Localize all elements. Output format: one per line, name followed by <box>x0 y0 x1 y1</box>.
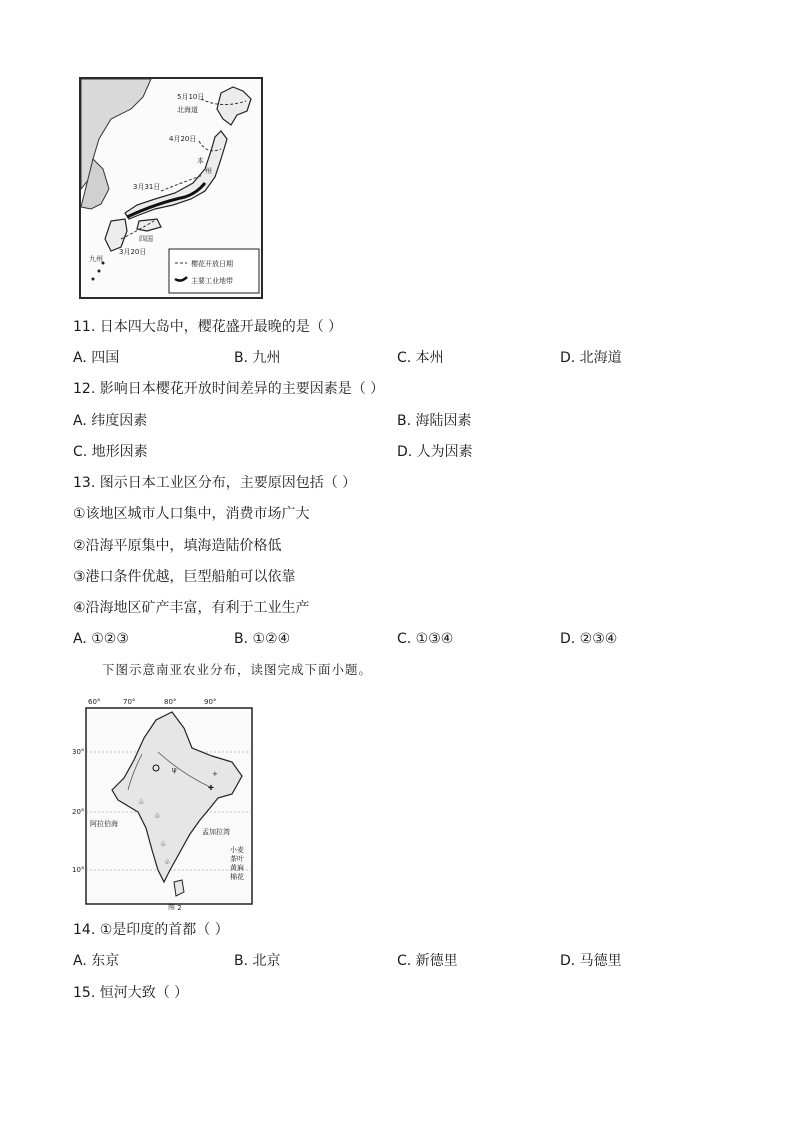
japan-legend-box <box>169 249 259 293</box>
label-kyushu: 九州 <box>89 255 103 263</box>
lon-80: 80° <box>164 698 177 706</box>
q15-stem: 15. 恒河大致（ ） <box>73 985 189 1001</box>
svg-text:♧: ♧ <box>154 812 161 820</box>
q14-option-b[interactable]: B. 北京 <box>234 953 281 969</box>
legend-item-1: 樱花开放日期 <box>191 260 233 268</box>
q11-option-b[interactable]: B. 九州 <box>234 350 281 366</box>
japan-map <box>79 77 263 299</box>
q12-option-a[interactable]: A. 纬度因素 <box>73 413 148 429</box>
legend-item-2: 主要工业地带 <box>191 277 233 285</box>
q14-option-a[interactable]: A. 东京 <box>73 953 120 969</box>
south-asia-map <box>72 694 258 910</box>
q12-stem: 12. 影响日本樱花开放时间差异的主要因素是（ ） <box>73 381 385 397</box>
svg-text:✚: ✚ <box>208 784 214 792</box>
q11-option-a[interactable]: A. 四国 <box>73 350 120 366</box>
label-mar31: 3月31日 <box>133 183 161 191</box>
svg-text:♧: ♧ <box>160 840 167 848</box>
lat-20: 20° <box>72 808 85 816</box>
q13-statement-3: ③港口条件优越，巨型船舶可以依靠 <box>73 569 296 585</box>
label-honshu-b: 州 <box>205 167 212 175</box>
section-intro: 下图示意南亚农业分布，读图完成下面小题。 <box>102 662 373 677</box>
q13-statement-1: ①该地区城市人口集中，消费市场广大 <box>73 506 310 522</box>
bay-of-bengal-label: 孟加拉湾 <box>202 828 230 836</box>
q14-option-c[interactable]: C. 新德里 <box>397 953 458 969</box>
label-may10: 5月10日 <box>177 93 205 101</box>
q13-option-a[interactable]: A. ①②③ <box>73 631 129 647</box>
svg-text:+: + <box>212 770 218 778</box>
label-hokkaido: 北海道 <box>177 106 198 114</box>
japan-map-drawing <box>81 79 261 297</box>
lon-70: 70° <box>123 698 136 706</box>
lat-10: 10° <box>72 866 85 874</box>
lon-60: 60° <box>88 698 101 706</box>
q13-option-b[interactable]: B. ①②④ <box>234 631 291 647</box>
q12-option-b[interactable]: B. 海陆因素 <box>397 413 472 429</box>
label-mar20: 3月20日 <box>119 248 147 256</box>
legend-cotton: 棉花 <box>230 873 244 881</box>
svg-text:♧: ♧ <box>164 858 171 866</box>
q12-option-c[interactable]: C. 地形因素 <box>73 444 148 460</box>
svg-text:ψ: ψ <box>172 766 177 774</box>
legend-wheat: 小麦 <box>230 846 244 854</box>
q13-option-d[interactable]: D. ②③④ <box>560 631 618 647</box>
q13-option-c[interactable]: C. ①③④ <box>397 631 454 647</box>
lon-90: 90° <box>204 698 217 706</box>
svg-text:♧: ♧ <box>138 798 145 806</box>
map2-caption: 图 2 <box>168 904 182 910</box>
label-apr20: 4月20日 <box>169 135 197 143</box>
q13-statement-4: ④沿海地区矿产丰富，有利于工业生产 <box>73 600 310 616</box>
q11-option-d[interactable]: D. 北海道 <box>560 350 622 366</box>
q11-option-c[interactable]: C. 本州 <box>397 350 444 366</box>
legend-jute: 黄麻 <box>230 864 244 872</box>
q13-stem: 13. 图示日本工业区分布，主要原因包括（ ） <box>73 475 357 491</box>
q14-option-d[interactable]: D. 马德里 <box>560 953 622 969</box>
q13-statement-2: ②沿海平原集中，填海造陆价格低 <box>73 538 282 554</box>
legend-tea: 茶叶 <box>230 855 244 863</box>
label-shikoku: 四国 <box>139 235 153 243</box>
arabian-sea-label: 阿拉伯海 <box>90 820 118 828</box>
south-asia-map-drawing <box>72 694 258 910</box>
q11-stem: 11. 日本四大岛中，樱花盛开最晚的是（ ） <box>73 319 343 335</box>
label-honshu-a: 本 <box>197 157 204 165</box>
q12-option-d[interactable]: D. 人为因素 <box>397 444 473 460</box>
q14-stem: 14. ①是印度的首都（ ） <box>73 922 229 938</box>
lat-30: 30° <box>72 748 85 756</box>
